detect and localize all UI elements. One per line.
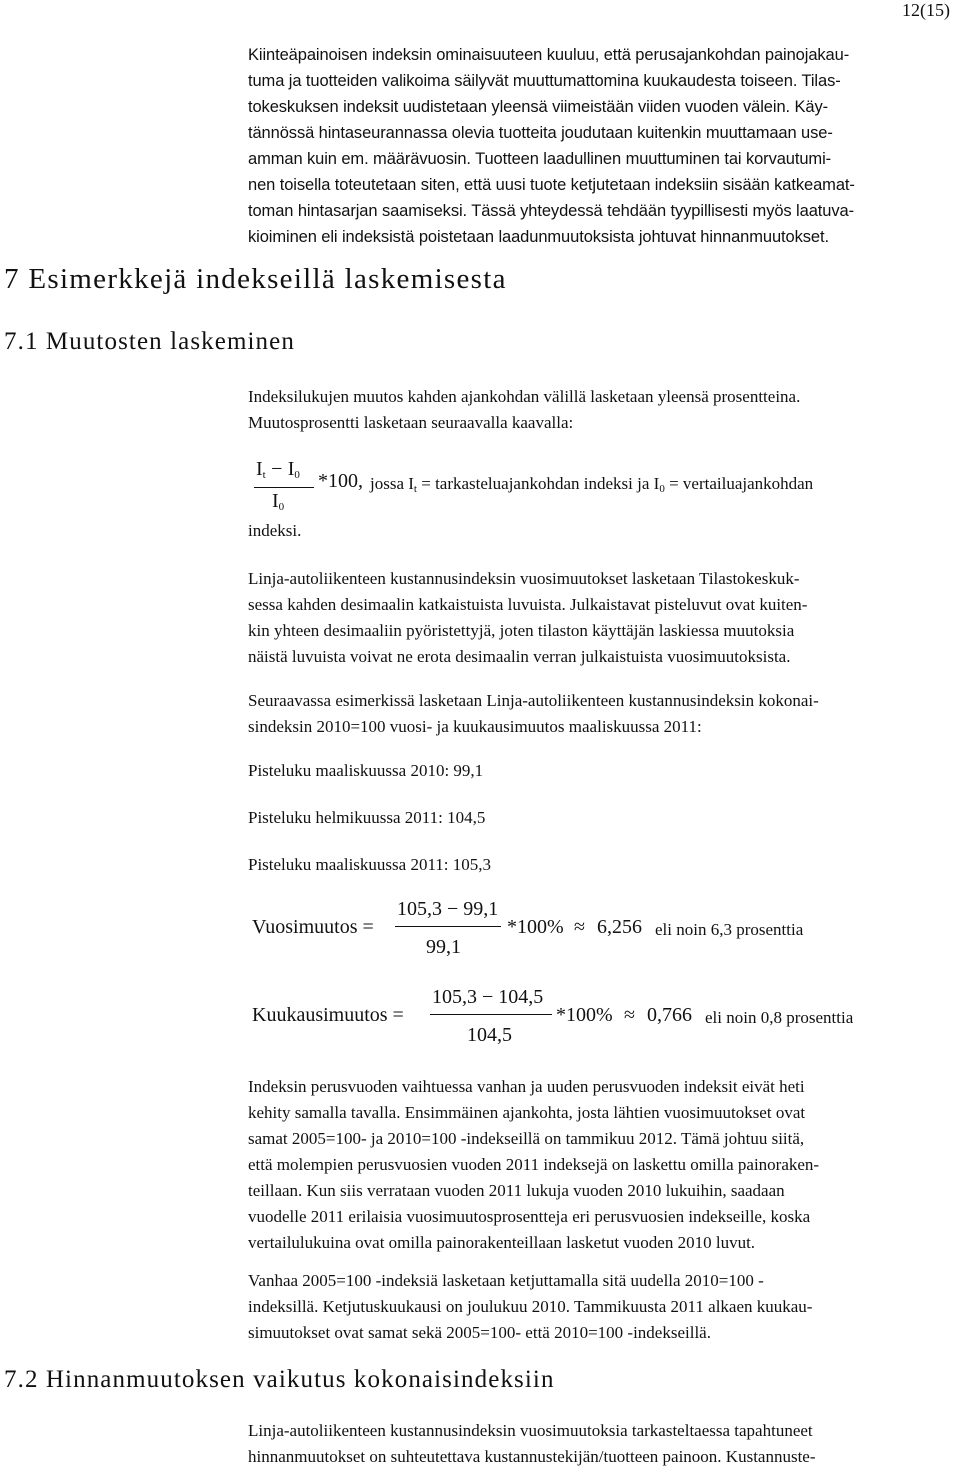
text-line: Indeksin perusvuoden vaihtuessa vanhan ja uuden perusvuoden indeksit eivät heti bbox=[248, 1077, 805, 1096]
fraction-bar bbox=[430, 1014, 552, 1015]
approx-sign: ≈ bbox=[574, 916, 585, 938]
intro-paragraph bbox=[248, 42, 954, 250]
formula-numerator: $I_t - I_0$ bbox=[256, 458, 300, 481]
text-line: Kiinteäpainoisen indeksin ominaisuuteen kuuluu, että perusajankohdan painojakau- bbox=[248, 46, 850, 64]
formula-explanation: jossa $I_t$ = tarkasteluajankohdan indeksi ja $I_0$ = vertailuajankohdan bbox=[370, 474, 814, 495]
text-line: amman kuin em. määrävuosin. Tuotteen laadullinen muuttuminen tai korvautumi- bbox=[248, 150, 832, 168]
approx-sign: ≈ bbox=[624, 1004, 635, 1026]
formula-denominator: 104,5 bbox=[467, 1024, 512, 1046]
example-paragraph bbox=[248, 688, 954, 740]
formula-result: 0,766 bbox=[647, 1004, 692, 1026]
text-line: Vanhaa 2005=100 -indeksiä lasketaan ketjuttamalla sitä uudella 2010=100 - bbox=[248, 1271, 764, 1290]
formula-multiplier: *100% bbox=[556, 1004, 613, 1026]
text-line: näistä luvuista voivat ne erota desimaalin verran julkaistuista vuosimuutoksista. bbox=[248, 647, 791, 666]
text-line: sindeksin 2010=100 vuosi- ja kuukausimuutos maaliskuussa 2011: bbox=[248, 717, 702, 736]
formula-lhs: Kuukausimuutos = bbox=[252, 1004, 404, 1026]
text-line: Linja-autoliikenteen kustannusindeksin vuosimuutoksia tarkasteltaessa tapahtuneet bbox=[248, 1421, 813, 1440]
text-line: indeksillä. Ketjutuskuukausi on joulukuu 2010. Tammikuusta 2011 alkaen kuukau- bbox=[248, 1297, 813, 1316]
annual-change-formula bbox=[252, 898, 952, 968]
text-line: tännössä hintaseurannassa olevia tuotteita joudutaan kuitenkin muuttamaan use- bbox=[248, 124, 833, 142]
text-line: kehity samalla tavalla. Ensimmäinen ajankohta, josta lähtien vuosimuutokset ovat bbox=[248, 1103, 806, 1122]
page-number: 12(15) bbox=[902, 0, 950, 20]
formula-denominator: $I_0$ bbox=[272, 490, 285, 513]
section-heading-7-2: 7.2 Hinnanmuutoksen vaikutus kokonaisindeksiin bbox=[4, 1366, 555, 1393]
chain-paragraph bbox=[248, 1268, 954, 1346]
formula-lhs: Vuosimuutos = bbox=[252, 916, 374, 938]
text-line: teillaan. Kun siis verrataan vuoden 2011 lukuja vuoden 2010 lukuihin, saadaan bbox=[248, 1181, 785, 1200]
text-line: Indeksilukujen muutos kahden ajankohdan välillä lasketaan yleensä prosentteina. bbox=[248, 387, 801, 406]
formula-numerator: 105,3 − 99,1 bbox=[397, 898, 499, 920]
formula-result: 6,256 bbox=[597, 916, 642, 938]
change-formula bbox=[252, 452, 952, 522]
section-heading-7: 7 Esimerkkejä indekseillä laskemisesta bbox=[4, 263, 507, 295]
text-line: samat 2005=100- ja 2010=100 -indekseillä on tammikuu 2012. Tämä johtuu siitä, bbox=[248, 1129, 805, 1148]
text-line: toman hintasarjan saamiseksi. Tässä yhteydessä tehdään tyypillisesti myös laatuva- bbox=[248, 202, 854, 220]
monthly-change-formula bbox=[252, 986, 952, 1056]
formula-multiplier: *100, bbox=[318, 470, 363, 492]
text-line: hinnanmuutokset on suhteutettava kustannustekijän/tuotteen painoon. Kustannuste- bbox=[248, 1447, 816, 1466]
rounding-paragraph bbox=[248, 566, 954, 670]
fraction-bar bbox=[395, 926, 501, 927]
text-line: Seuraavassa esimerkissä lasketaan Linja-autoliikenteen kustannusindeksin kokonai- bbox=[248, 691, 819, 710]
points-feb-2011: Pisteluku helmikuussa 2011: 104,5 bbox=[248, 808, 486, 827]
last-paragraph bbox=[248, 1418, 954, 1470]
text-line: kioiminen eli indeksistä poistetaan laadunmuutoksista johtuvat hinnanmuutokset. bbox=[248, 228, 829, 246]
base-year-paragraph bbox=[248, 1074, 954, 1256]
text-line: sessa kahden desimaalin katkaistuista luvuista. Julkaistavat pisteluvut ovat kuiten- bbox=[248, 595, 808, 614]
text-line: vuodelle 2011 erilaisia vuosimuutosprosentteja eri perusvuosien indekseille, koska bbox=[248, 1207, 811, 1226]
text-line: kin yhteen desimaaliin pyöristettyjä, joten tilaston käyttäjän laskiessa muutoksia bbox=[248, 621, 795, 640]
text-line: että molempien perusvuosien vuoden 2011 indeksejä on laskettu omilla painoraken- bbox=[248, 1155, 820, 1174]
points-march-2011: Pisteluku maaliskuussa 2011: 105,3 bbox=[248, 855, 492, 874]
text-line: Linja-autoliikenteen kustannusindeksin vuosimuutokset lasketaan Tilastokeskuk- bbox=[248, 569, 800, 588]
text-line: tuma ja tuotteiden valikoima säilyvät muuttumattomina kuukaudesta toiseen. Tilas- bbox=[248, 72, 841, 90]
formula-continuation: indeksi. bbox=[248, 521, 302, 540]
text-line: nen toisella toteutetaan siten, että uusi tuote ketjutetaan indeksiin sisään katkeamat- bbox=[248, 176, 855, 194]
section-heading-7-1: 7.1 Muutosten laskeminen bbox=[4, 328, 295, 355]
points-march-2010: Pisteluku maaliskuussa 2010: 99,1 bbox=[248, 761, 484, 780]
formula-denominator: 99,1 bbox=[426, 936, 461, 958]
formula-multiplier: *100% bbox=[507, 916, 564, 938]
text-line: tokeskuksen indeksit uudistetaan yleensä viimeistään viiden vuoden välein. Käy- bbox=[248, 98, 829, 116]
formula-numerator: 105,3 − 104,5 bbox=[432, 986, 544, 1008]
text-line: Muutosprosentti lasketaan seuraavalla kaavalla: bbox=[248, 413, 574, 432]
text-line: vertailulukuina ovat omilla painorakenteillaan lasketut vuoden 2010 luvut. bbox=[248, 1233, 756, 1252]
fraction-bar bbox=[254, 487, 314, 488]
text-line: simuutokset ovat samat sekä 2005=100- että 2010=100 -indekseillä. bbox=[248, 1323, 711, 1342]
formula-note: eli noin 0,8 prosenttia bbox=[705, 1008, 854, 1027]
change-intro-paragraph bbox=[248, 384, 954, 436]
formula-note: eli noin 6,3 prosenttia bbox=[655, 920, 804, 939]
